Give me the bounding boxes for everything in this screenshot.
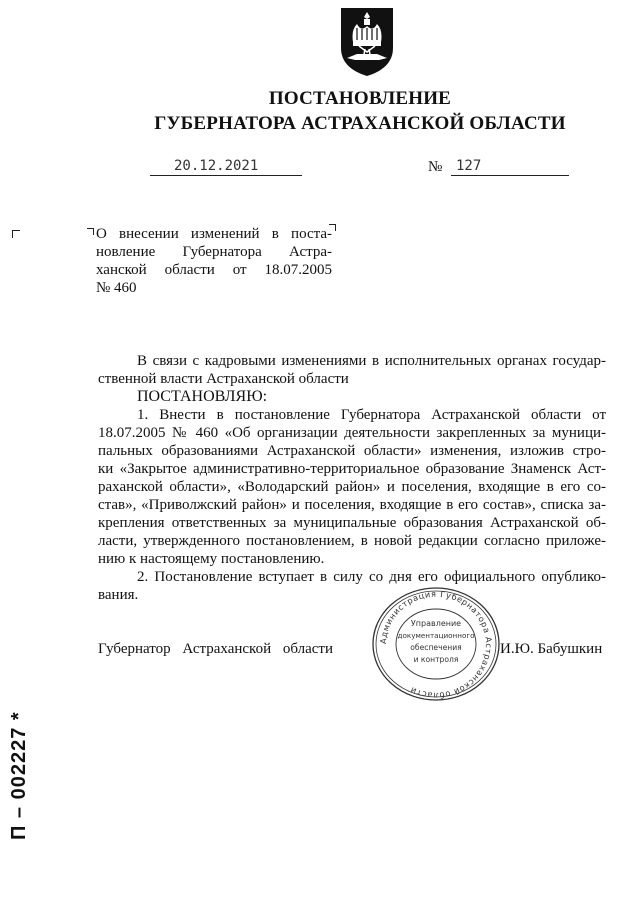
intro-line: ственной власти Астраханской области: [98, 371, 349, 387]
document-subject: [96, 225, 332, 297]
document-serial-code: П – 002227 *: [8, 711, 30, 840]
stamp-inner-line: Управление: [410, 619, 462, 628]
subject-bracket-left: [87, 228, 94, 235]
intro-line: В связи с кадровыми изменениями в исполнительных органах государ-: [137, 353, 606, 369]
coat-of-arms-icon: [337, 2, 397, 78]
item2-line: вания.: [98, 587, 139, 603]
item1-line: 1. Внести в постановление Губернатора Астраханской области от: [137, 407, 606, 423]
stamp-inner-line: обеспечения: [410, 643, 462, 652]
number-sign: №: [428, 159, 443, 175]
stamp-outer-text: Администрация Губернатора Астраханской области: [377, 588, 495, 701]
signatory-position: Губернатор Астраханской области: [98, 641, 334, 657]
signatory-name: И.Ю. Бабушкин: [500, 641, 603, 657]
document-number: 127: [456, 158, 482, 174]
date-underline: [150, 175, 302, 176]
official-stamp: [370, 586, 502, 702]
item2-line: 2. Постановление вступает в силу со дня его официального опублико-: [137, 569, 606, 585]
stamp-inner-line: документационного: [397, 631, 475, 640]
item1-line: ки «Закрытое административно-территориальное образование Знаменск Аст-: [98, 461, 606, 477]
document-date: 20.12.2021: [174, 158, 259, 174]
decree-word: ПОСТАНОВЛЯЮ:: [137, 388, 268, 405]
stamp-inner-line: и контроля: [413, 655, 459, 664]
margin-corner-mark: [12, 230, 20, 238]
subject-line: ханской области от 18.07.2005: [96, 262, 332, 278]
item1-line: пальных образованиями Астраханской области» изменения, изложив стро-: [98, 443, 606, 459]
document-issuer: ГУБЕРНАТОРА АСТРАХАНСКОЙ ОБЛАСТИ: [154, 113, 566, 134]
item1-line: крепления ответственных за муниципальные образования Астраханской об-: [98, 515, 606, 531]
item1-line: ласти, утвержденного постановлением, в новой редакции согласно приложе-: [98, 533, 606, 549]
subject-line: № 460: [96, 280, 137, 296]
subject-line: новление Губернатора Астра-: [96, 244, 332, 260]
item1-line: раханской области», «Володарский район» и поселения, входящие в его со-: [98, 479, 606, 495]
subject-line: О внесении изменений в поста-: [96, 226, 332, 242]
item1-line: 18.07.2005 № 460 «Об организации деятельности закрепленных за муници-: [98, 425, 606, 441]
item1-line: нию к настоящему постановлению.: [98, 551, 325, 567]
number-underline: [451, 175, 569, 176]
document-title: ПОСТАНОВЛЕНИЕ: [268, 88, 452, 109]
item1-line: став», «Приволжский район» и поселения, входящие в его состав», списка за-: [98, 497, 606, 513]
